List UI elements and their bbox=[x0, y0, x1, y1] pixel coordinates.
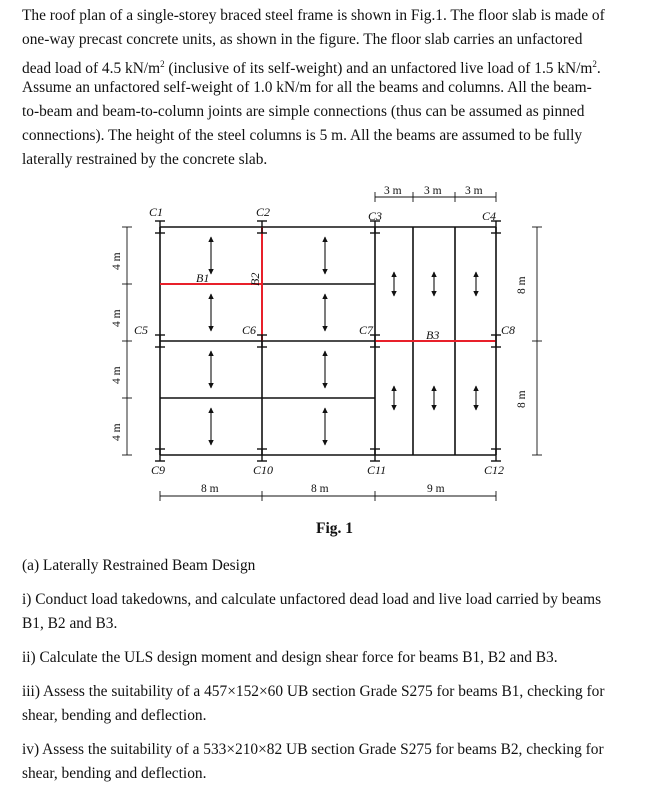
label-c6: C6 bbox=[242, 323, 257, 337]
question-3-line-1: iii) Assess the suitability of a 457×152×60 UB section Grade S275 for beams B1, checking for bbox=[22, 683, 605, 700]
question-1-line-1: i) Conduct load takedowns, and calculate unfactored dead load and live load carried by beams bbox=[22, 591, 602, 608]
intro-line-6: connections). The height of the steel columns is 5 m. All the beams are assumed to be fully bbox=[22, 127, 583, 144]
label-b1: B1 bbox=[196, 271, 210, 285]
dim-bottom-8m-1: 8 m bbox=[201, 483, 219, 495]
question-4-line-2: shear, bending and deflection. bbox=[22, 765, 207, 782]
question-1-line-2: B1, B2 and B3. bbox=[22, 615, 118, 632]
dim-bottom-9m: 9 m bbox=[427, 483, 445, 495]
dim-top-3m-1: 3 m bbox=[384, 185, 402, 197]
label-c5: C5 bbox=[134, 323, 149, 337]
dim-bottom-8m-2: 8 m bbox=[311, 483, 329, 495]
question-2: ii) Calculate the ULS design moment and design shear force for beams B1, B2 and B3. bbox=[22, 649, 558, 666]
intro-line-7: laterally restrained by the concrete slab. bbox=[22, 151, 268, 168]
dim-top-3m-3: 3 m bbox=[465, 185, 483, 197]
superscript: 2 bbox=[592, 59, 597, 69]
label-c8: C8 bbox=[501, 323, 516, 337]
dim-left-4m-3: 4 m bbox=[111, 366, 123, 384]
figure-caption: Fig. 1 bbox=[315, 520, 354, 537]
label-c3: C3 bbox=[368, 209, 383, 223]
label-c11: C11 bbox=[367, 463, 387, 477]
dim-left-4m-1: 4 m bbox=[111, 252, 123, 270]
label-b2: B2 bbox=[248, 272, 262, 286]
label-c2: C2 bbox=[256, 205, 271, 219]
intro-line-5: to-beam and beam-to-column joints are simple connections (thus can be assumed as pinned bbox=[22, 103, 585, 120]
question-4-line-1: iv) Assess the suitability of a 533×210×82 UB section Grade S275 for beams B2, checking for bbox=[22, 741, 604, 758]
dim-top-3m-2: 3 m bbox=[424, 185, 442, 197]
right-dimension bbox=[532, 227, 542, 455]
label-c10: C10 bbox=[253, 463, 274, 477]
question-3-line-2: shear, bending and deflection. bbox=[22, 707, 207, 724]
superscript: 2 bbox=[160, 59, 165, 69]
label-b3: B3 bbox=[426, 328, 440, 342]
intro-line-3: dead load of 4.5 $kN/m^2$ (inclusive of its self-weight) and an unfactored live load of 1.5 $kN/m^2$. bbox=[22, 59, 601, 78]
section-heading: (a) Laterally Restrained Beam Design bbox=[22, 557, 256, 574]
intro-line-2: one-way precast concrete units, as shown in the figure. The floor slab carries an unfactored bbox=[22, 31, 583, 48]
label-c4: C4 bbox=[482, 209, 497, 223]
label-c7: C7 bbox=[359, 323, 374, 337]
dim-left-4m-2: 4 m bbox=[111, 309, 123, 327]
intro-line-1: The roof plan of a single-storey braced steel frame is shown in Fig.1. The floor slab is made of bbox=[22, 7, 605, 24]
label-c9: C9 bbox=[151, 463, 166, 477]
intro-line-4: Assume an unfactored self-weight of 1.0 kN/m for all the beams and columns. All the beam- bbox=[22, 79, 592, 96]
dim-right-8m-1: 8 m bbox=[516, 276, 528, 294]
label-c1: C1 bbox=[149, 205, 164, 219]
dim-left-4m-4: 4 m bbox=[111, 423, 123, 441]
label-c12: C12 bbox=[484, 463, 505, 477]
left-dimension bbox=[122, 227, 132, 455]
dim-right-8m-2: 8 m bbox=[516, 390, 528, 408]
